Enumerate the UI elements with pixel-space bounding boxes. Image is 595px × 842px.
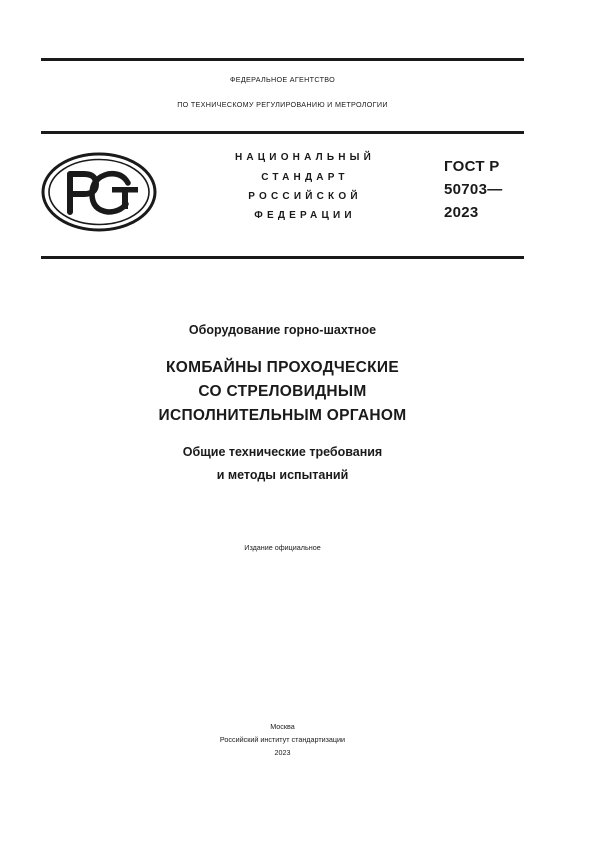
standard-type-line-2: СТАНДАРТ (261, 172, 349, 183)
agency-line-1: ФЕДЕРАЛЬНОЕ АГЕНТСТВО (229, 75, 336, 84)
header-divider (41, 131, 524, 134)
standard-type-line-4: ФЕДЕРАЦИИ (254, 210, 356, 221)
imprint-institute: Российский институт стандартизации (219, 735, 346, 744)
imprint-city: Москва (270, 722, 295, 731)
header-bottom-rule (41, 256, 524, 259)
main-title-line-3: ИСПОЛНИТЕЛЬНЫМ ОРГАНОМ (158, 407, 407, 424)
designation-line-1: ГОСТ Р (444, 158, 500, 175)
rst-logo-icon (40, 150, 158, 234)
main-title-line-2: СО СТРЕЛОВИДНЫМ (198, 383, 367, 400)
agency-line-2: ПО ТЕХНИЧЕСКОМУ РЕГУЛИРОВАНИЮ И МЕТРОЛОГИИ (177, 100, 388, 109)
edition-label: Издание официальное (244, 543, 321, 552)
designation-line-3: 2023 (444, 204, 479, 221)
main-title-line-1: КОМБАЙНЫ ПРОХОДЧЕСКИЕ (165, 359, 400, 376)
designation-line-2: 50703— (444, 181, 503, 198)
standard-type-line-3: РОССИЙСКОЙ (248, 191, 362, 202)
imprint-year: 2023 (274, 748, 291, 757)
document-subject: Оборудование горно-шахтное (188, 323, 377, 337)
requirements-line-1: Общие технические требования (182, 445, 383, 459)
standard-type-line-1: НАЦИОНАЛЬНЫЙ (234, 152, 376, 163)
requirements-line-2: и методы испытаний (216, 468, 349, 482)
top-rule (41, 58, 524, 61)
